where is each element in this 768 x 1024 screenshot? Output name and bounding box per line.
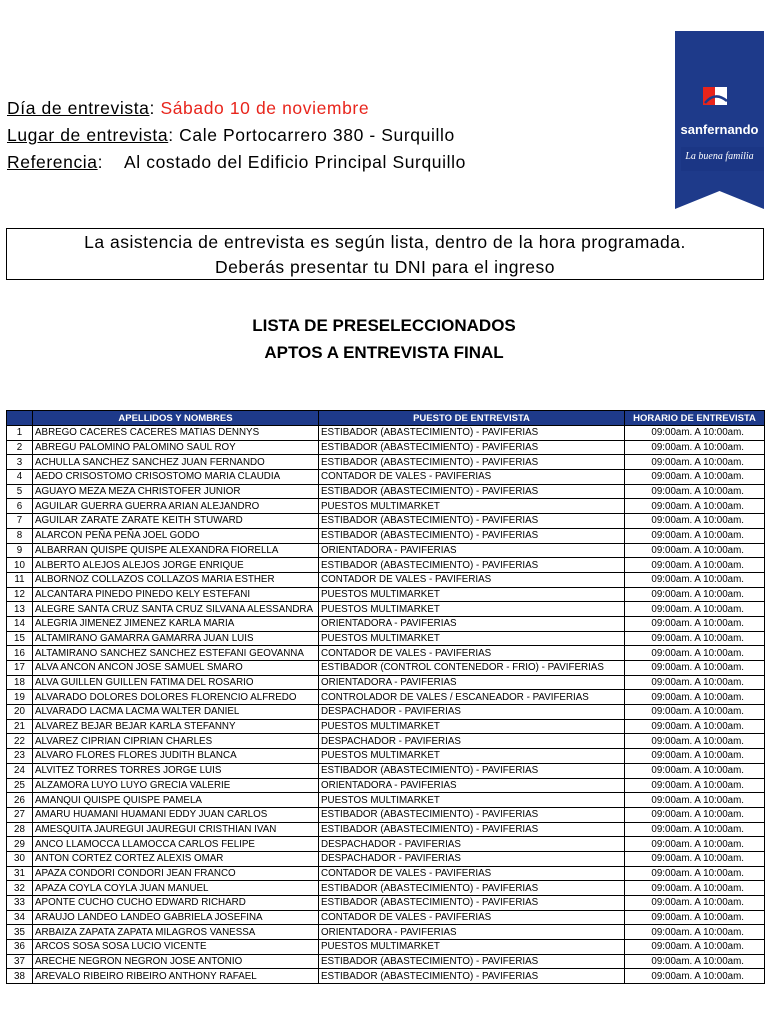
candidate-name: ALVA GUILLEN GUILLEN FATIMA DEL ROSARIO [33, 675, 319, 690]
table-header [7, 411, 765, 426]
interview-schedule: 09:00am. A 10:00am. [625, 602, 765, 617]
row-number: 19 [7, 690, 33, 705]
row-number: 4 [7, 470, 33, 485]
interview-reference: Referencia: Al costado del Edificio Principal Surquillo [7, 152, 466, 172]
candidate-name: ALTAMIRANO SANCHEZ SANCHEZ ESTEFANI GEOVANNA [33, 646, 319, 661]
row-number: 9 [7, 543, 33, 558]
candidate-name: ALVA ANCON ANCON JOSE SAMUEL SMARO [33, 661, 319, 676]
interview-schedule: 09:00am. A 10:00am. [625, 690, 765, 705]
interview-position: ESTIBADOR (ABASTECIMIENTO) - PAVIFERIAS [319, 426, 625, 441]
row-number: 20 [7, 705, 33, 720]
interview-schedule: 09:00am. A 10:00am. [625, 807, 765, 822]
interview-schedule: 09:00am. A 10:00am. [625, 778, 765, 793]
table-row [7, 749, 765, 764]
table-row [7, 426, 765, 441]
candidates-table [6, 410, 765, 984]
interview-position: PUESTOS MULTIMARKET [319, 793, 625, 808]
table-row [7, 881, 765, 896]
row-number: 34 [7, 910, 33, 925]
table-row [7, 616, 765, 631]
row-number: 35 [7, 925, 33, 940]
interview-position: PUESTOS MULTIMARKET [319, 499, 625, 514]
table-row [7, 631, 765, 646]
row-number: 25 [7, 778, 33, 793]
table-row [7, 822, 765, 837]
table-row [7, 661, 765, 676]
header-position: PUESTO DE ENTREVISTA [319, 411, 625, 426]
interview-position: ESTIBADOR (ABASTECIMIENTO) - PAVIFERIAS [319, 807, 625, 822]
candidate-name: ALZAMORA LUYO LUYO GRECIA VALERIE [33, 778, 319, 793]
table-row [7, 587, 765, 602]
interview-schedule: 09:00am. A 10:00am. [625, 954, 765, 969]
table-row [7, 572, 765, 587]
reference-value: Al costado del Edificio Principal Surquillo [124, 152, 466, 172]
row-number: 2 [7, 440, 33, 455]
interview-position: CONTROLADOR DE VALES / ESCANEADOR - PAVIFERIAS [319, 690, 625, 705]
interview-schedule: 09:00am. A 10:00am. [625, 514, 765, 529]
table-row [7, 940, 765, 955]
interview-schedule: 09:00am. A 10:00am. [625, 646, 765, 661]
row-number: 36 [7, 940, 33, 955]
candidate-name: ALARCON PEÑA PEÑA JOEL GODO [33, 528, 319, 543]
interview-position: ESTIBADOR (ABASTECIMIENTO) - PAVIFERIAS [319, 954, 625, 969]
row-number: 13 [7, 602, 33, 617]
candidate-name: APAZA COYLA COYLA JUAN MANUEL [33, 881, 319, 896]
place-value: Cale Portocarrero 380 - Surquillo [179, 125, 455, 145]
table-row [7, 675, 765, 690]
candidate-name: ARAUJO LANDEO LANDEO GABRIELA JOSEFINA [33, 910, 319, 925]
table-row [7, 734, 765, 749]
interview-schedule: 09:00am. A 10:00am. [625, 499, 765, 514]
candidate-name: APONTE CUCHO CUCHO EDWARD RICHARD [33, 896, 319, 911]
candidate-name: ALEGRIA JIMENEZ JIMENEZ KARLA MARIA [33, 616, 319, 631]
candidate-name: AMARU HUAMANI HUAMANI EDDY JUAN CARLOS [33, 807, 319, 822]
row-number: 1 [7, 426, 33, 441]
table-row [7, 690, 765, 705]
candidate-name: ALVARADO LACMA LACMA WALTER DANIEL [33, 705, 319, 720]
interview-position: DESPACHADOR - PAVIFERIAS [319, 705, 625, 720]
row-number: 6 [7, 499, 33, 514]
candidate-name: AREVALO RIBEIRO RIBEIRO ANTHONY RAFAEL [33, 969, 319, 984]
interview-position: ORIENTADORA - PAVIFERIAS [319, 616, 625, 631]
interview-position: ESTIBADOR (ABASTECIMIENTO) - PAVIFERIAS [319, 514, 625, 529]
candidate-name: ALVITEZ TORRES TORRES JORGE LUIS [33, 763, 319, 778]
interview-position: CONTADOR DE VALES - PAVIFERIAS [319, 866, 625, 881]
reference-label: Referencia [7, 152, 98, 172]
interview-schedule: 09:00am. A 10:00am. [625, 587, 765, 602]
interview-position: ESTIBADOR (ABASTECIMIENTO) - PAVIFERIAS [319, 969, 625, 984]
interview-schedule: 09:00am. A 10:00am. [625, 822, 765, 837]
candidate-name: ABREGO CACERES CACERES MATIAS DENNYS [33, 426, 319, 441]
candidate-name: ARECHE NEGRON NEGRON JOSE ANTONIO [33, 954, 319, 969]
table-body [7, 426, 765, 984]
interview-position: CONTADOR DE VALES - PAVIFERIAS [319, 646, 625, 661]
title-line-2: APTOS A ENTREVISTA FINAL [264, 343, 504, 362]
table-row [7, 543, 765, 558]
interview-schedule: 09:00am. A 10:00am. [625, 616, 765, 631]
table-row [7, 470, 765, 485]
interview-schedule: 09:00am. A 10:00am. [625, 734, 765, 749]
candidate-name: ARBAIZA ZAPATA ZAPATA MILAGROS VANESSA [33, 925, 319, 940]
candidate-name: AGUILAR GUERRA GUERRA ARIAN ALEJANDRO [33, 499, 319, 514]
interview-schedule: 09:00am. A 10:00am. [625, 940, 765, 955]
interview-schedule: 09:00am. A 10:00am. [625, 675, 765, 690]
row-number: 3 [7, 455, 33, 470]
row-number: 37 [7, 954, 33, 969]
row-number: 26 [7, 793, 33, 808]
row-number: 30 [7, 851, 33, 866]
interview-schedule: 09:00am. A 10:00am. [625, 910, 765, 925]
candidate-name: AMANQUI QUISPE QUISPE PAMELA [33, 793, 319, 808]
row-number: 16 [7, 646, 33, 661]
table-row [7, 558, 765, 573]
table-row [7, 851, 765, 866]
interview-schedule: 09:00am. A 10:00am. [625, 705, 765, 720]
candidate-name: AMESQUITA JAUREGUI JAUREGUI CRISTHIAN IVAN [33, 822, 319, 837]
table-row [7, 719, 765, 734]
interview-schedule: 09:00am. A 10:00am. [625, 749, 765, 764]
interview-position: PUESTOS MULTIMARKET [319, 602, 625, 617]
interview-schedule: 09:00am. A 10:00am. [625, 851, 765, 866]
interview-schedule: 09:00am. A 10:00am. [625, 470, 765, 485]
interview-schedule: 09:00am. A 10:00am. [625, 558, 765, 573]
interview-schedule: 09:00am. A 10:00am. [625, 572, 765, 587]
table-row [7, 484, 765, 499]
interview-schedule: 09:00am. A 10:00am. [625, 896, 765, 911]
interview-position: ESTIBADOR (ABASTECIMIENTO) - PAVIFERIAS [319, 484, 625, 499]
header-name: APELLIDOS Y NOMBRES [33, 411, 319, 426]
row-number: 31 [7, 866, 33, 881]
row-number: 27 [7, 807, 33, 822]
interview-position: ESTIBADOR (ABASTECIMIENTO) - PAVIFERIAS [319, 455, 625, 470]
row-number: 8 [7, 528, 33, 543]
interview-position: ESTIBADOR (ABASTECIMIENTO) - PAVIFERIAS [319, 528, 625, 543]
candidate-name: ANTON CORTEZ CORTEZ ALEXIS OMAR [33, 851, 319, 866]
table-row [7, 499, 765, 514]
table-row [7, 866, 765, 881]
candidate-name: AGUILAR ZARATE ZARATE KEITH STUWARD [33, 514, 319, 529]
interview-schedule: 09:00am. A 10:00am. [625, 528, 765, 543]
interview-position: PUESTOS MULTIMARKET [319, 749, 625, 764]
candidate-name: ALBARRAN QUISPE QUISPE ALEXANDRA FIORELLA [33, 543, 319, 558]
interview-schedule: 09:00am. A 10:00am. [625, 543, 765, 558]
table-row [7, 763, 765, 778]
row-number: 32 [7, 881, 33, 896]
header-schedule: HORARIO DE ENTREVISTA [625, 411, 765, 426]
row-number: 7 [7, 514, 33, 529]
interview-schedule: 09:00am. A 10:00am. [625, 881, 765, 896]
date-value: Sábado 10 de noviembre [160, 98, 370, 118]
table-row [7, 969, 765, 984]
logo-tagline: La buena familia [685, 151, 754, 162]
candidate-name: ALVARADO DOLORES DOLORES FLORENCIO ALFREDO [33, 690, 319, 705]
title-line-1: LISTA DE PRESELECCIONADOS [252, 316, 516, 335]
company-logo [675, 31, 764, 209]
candidate-name: ALVAREZ CIPRIAN CIPRIAN CHARLES [33, 734, 319, 749]
row-number: 14 [7, 616, 33, 631]
table-row [7, 896, 765, 911]
interview-schedule: 09:00am. A 10:00am. [625, 837, 765, 852]
interview-position: DESPACHADOR - PAVIFERIAS [319, 851, 625, 866]
table-row [7, 954, 765, 969]
interview-position: ESTIBADOR (ABASTECIMIENTO) - PAVIFERIAS [319, 763, 625, 778]
table-row [7, 705, 765, 720]
list-title [0, 312, 768, 366]
interview-position: ESTIBADOR (ABASTECIMIENTO) - PAVIFERIAS [319, 822, 625, 837]
interview-position: PUESTOS MULTIMARKET [319, 719, 625, 734]
candidate-name: ALBORNOZ COLLAZOS COLLAZOS MARIA ESTHER [33, 572, 319, 587]
interview-schedule: 09:00am. A 10:00am. [625, 426, 765, 441]
logo-brand: sanfernando [680, 122, 759, 137]
interview-position: CONTADOR DE VALES - PAVIFERIAS [319, 572, 625, 587]
candidate-name: ALCANTARA PINEDO PINEDO KELY ESTEFANI [33, 587, 319, 602]
row-number: 15 [7, 631, 33, 646]
interview-place: Lugar de entrevista: Cale Portocarrero 380 - Surquillo [7, 125, 455, 145]
interview-position: CONTADOR DE VALES - PAVIFERIAS [319, 470, 625, 485]
interview-position: DESPACHADOR - PAVIFERIAS [319, 734, 625, 749]
row-number: 29 [7, 837, 33, 852]
interview-schedule: 09:00am. A 10:00am. [625, 719, 765, 734]
table-row [7, 514, 765, 529]
interview-position: PUESTOS MULTIMARKET [319, 940, 625, 955]
interview-schedule: 09:00am. A 10:00am. [625, 969, 765, 984]
header-number [7, 411, 33, 426]
row-number: 5 [7, 484, 33, 499]
table-row [7, 793, 765, 808]
notice-line-2: Deberás presentar tu DNI para el ingreso [214, 257, 556, 277]
attendance-notice [6, 228, 764, 280]
interview-position: PUESTOS MULTIMARKET [319, 631, 625, 646]
place-label: Lugar de entrevista [7, 125, 169, 145]
row-number: 11 [7, 572, 33, 587]
table-row [7, 925, 765, 940]
row-number: 33 [7, 896, 33, 911]
interview-date: Día de entrevista: Sábado 10 de noviembre [7, 98, 370, 118]
interview-position: ESTIBADOR (CONTROL CONTENEDOR - FRIO) - PAVIFERIAS [319, 661, 625, 676]
candidate-name: ALEGRE SANTA CRUZ SANTA CRUZ SILVANA ALESSANDRA [33, 602, 319, 617]
candidate-name: AEDO CRISOSTOMO CRISOSTOMO MARIA CLAUDIA [33, 470, 319, 485]
table-row [7, 807, 765, 822]
interview-position: ESTIBADOR (ABASTECIMIENTO) - PAVIFERIAS [319, 881, 625, 896]
row-number: 10 [7, 558, 33, 573]
interview-position: ORIENTADORA - PAVIFERIAS [319, 675, 625, 690]
interview-position: ORIENTADORA - PAVIFERIAS [319, 543, 625, 558]
table-row [7, 528, 765, 543]
row-number: 38 [7, 969, 33, 984]
candidate-name: ARCOS SOSA SOSA LUCIO VICENTE [33, 940, 319, 955]
table-row [7, 602, 765, 617]
candidate-name: ALTAMIRANO GAMARRA GAMARRA JUAN LUIS [33, 631, 319, 646]
interview-position: DESPACHADOR - PAVIFERIAS [319, 837, 625, 852]
candidate-name: APAZA CONDORI CONDORI JEAN FRANCO [33, 866, 319, 881]
row-number: 28 [7, 822, 33, 837]
candidate-name: ACHULLA SANCHEZ SANCHEZ JUAN FERNANDO [33, 455, 319, 470]
table-row [7, 440, 765, 455]
interview-schedule: 09:00am. A 10:00am. [625, 455, 765, 470]
row-number: 18 [7, 675, 33, 690]
row-number: 21 [7, 719, 33, 734]
table-row [7, 455, 765, 470]
interview-schedule: 09:00am. A 10:00am. [625, 484, 765, 499]
date-label: Día de entrevista [7, 98, 150, 118]
table-row [7, 910, 765, 925]
candidate-name: ALBERTO ALEJOS ALEJOS JORGE ENRIQUE [33, 558, 319, 573]
interview-schedule: 09:00am. A 10:00am. [625, 763, 765, 778]
table-row [7, 778, 765, 793]
row-number: 24 [7, 763, 33, 778]
interview-schedule: 09:00am. A 10:00am. [625, 793, 765, 808]
interview-schedule: 09:00am. A 10:00am. [625, 631, 765, 646]
row-number: 12 [7, 587, 33, 602]
notice-line-1: La asistencia de entrevista es según lista, dentro de la hora programada. [84, 232, 686, 252]
interview-position: ORIENTADORA - PAVIFERIAS [319, 925, 625, 940]
table-row [7, 646, 765, 661]
candidate-name: AGUAYO MEZA MEZA CHRISTOFER JUNIOR [33, 484, 319, 499]
interview-schedule: 09:00am. A 10:00am. [625, 440, 765, 455]
interview-position: ESTIBADOR (ABASTECIMIENTO) - PAVIFERIAS [319, 896, 625, 911]
interview-position: PUESTOS MULTIMARKET [319, 587, 625, 602]
interview-position: ESTIBADOR (ABASTECIMIENTO) - PAVIFERIAS [319, 558, 625, 573]
interview-schedule: 09:00am. A 10:00am. [625, 866, 765, 881]
candidate-name: ABREGU PALOMINO PALOMINO SAUL ROY [33, 440, 319, 455]
interview-schedule: 09:00am. A 10:00am. [625, 661, 765, 676]
interview-info [7, 95, 466, 176]
interview-position: ESTIBADOR (ABASTECIMIENTO) - PAVIFERIAS [319, 440, 625, 455]
table-row [7, 837, 765, 852]
interview-schedule: 09:00am. A 10:00am. [625, 925, 765, 940]
row-number: 23 [7, 749, 33, 764]
interview-position: ORIENTADORA - PAVIFERIAS [319, 778, 625, 793]
candidate-name: ANCO LLAMOCCA LLAMOCCA CARLOS FELIPE [33, 837, 319, 852]
candidate-name: ALVAREZ BEJAR BEJAR KARLA STEFANNY [33, 719, 319, 734]
candidate-name: ALVARO FLORES FLORES JUDITH BLANCA [33, 749, 319, 764]
row-number: 22 [7, 734, 33, 749]
row-number: 17 [7, 661, 33, 676]
interview-position: CONTADOR DE VALES - PAVIFERIAS [319, 910, 625, 925]
